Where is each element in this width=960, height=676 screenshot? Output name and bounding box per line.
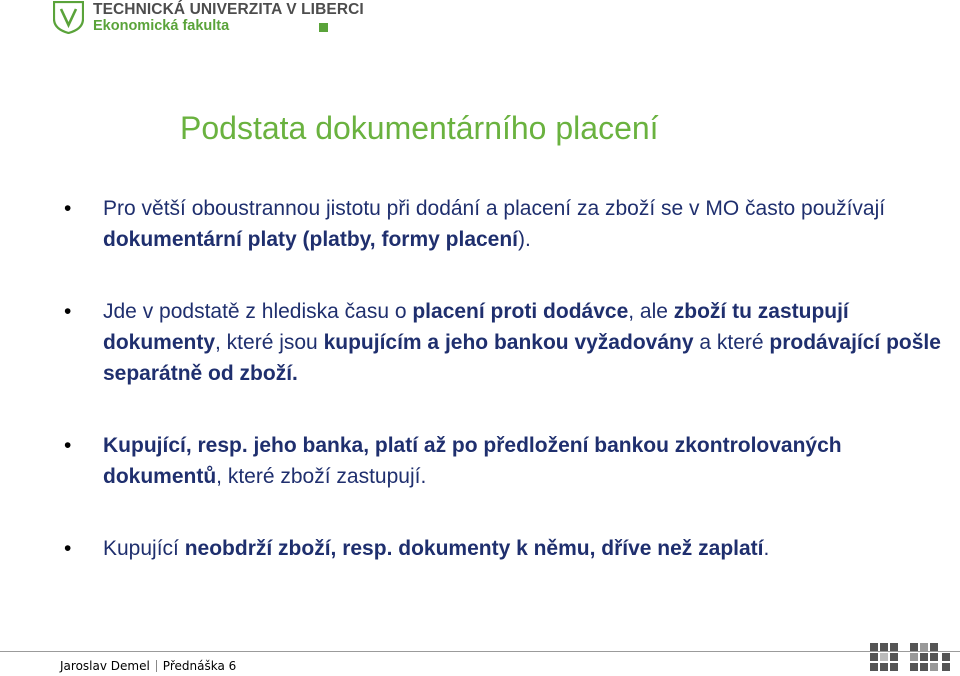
footer-divider: [0, 651, 960, 652]
grid-squares-icon: [870, 639, 956, 676]
bullet-item: • Kupující neobdrží zboží, resp. dokumenty k němu, dříve než zaplatí.: [64, 533, 944, 564]
university-shield-icon: [53, 1, 84, 34]
bullet-icon: •: [64, 434, 72, 457]
bullet-icon: •: [64, 197, 72, 220]
bullet-item: • Kupující, resp. jeho banka, platí až po předložení bankou zkontrolovaných dokumentů, které zboží zastupují.: [64, 430, 944, 492]
footer: [60, 659, 236, 673]
bullet-item: • Pro větší oboustrannou jistotu při dodání a placení za zboží se v MO často používají dokumentární platy (platby, formy placení).: [64, 193, 944, 255]
logo-square-icon: [319, 23, 328, 32]
footer-lecture: Přednáška 6: [162, 659, 237, 673]
footer-separator: [156, 660, 157, 672]
bullet-icon: •: [64, 300, 72, 323]
bullet-item: • Jde v podstatě z hlediska času o placení proti dodávce, ale zboží tu zastupují dokumenty, které jsou kupujícím a jeho bankou vyžadovány a které prodávající pošle separátně od zboží.: [64, 296, 944, 389]
slide-title: Podstata dokumentárního placení: [180, 110, 659, 146]
bullet-icon: •: [64, 537, 72, 560]
faculty-name: Ekonomická fakulta: [93, 18, 230, 34]
university-name: TECHNICKÁ UNIVERZITA V LIBERCI: [93, 1, 364, 18]
footer-author: Jaroslav Demel: [60, 659, 150, 673]
bullet-list: [64, 193, 944, 564]
university-logo: [53, 1, 383, 35]
